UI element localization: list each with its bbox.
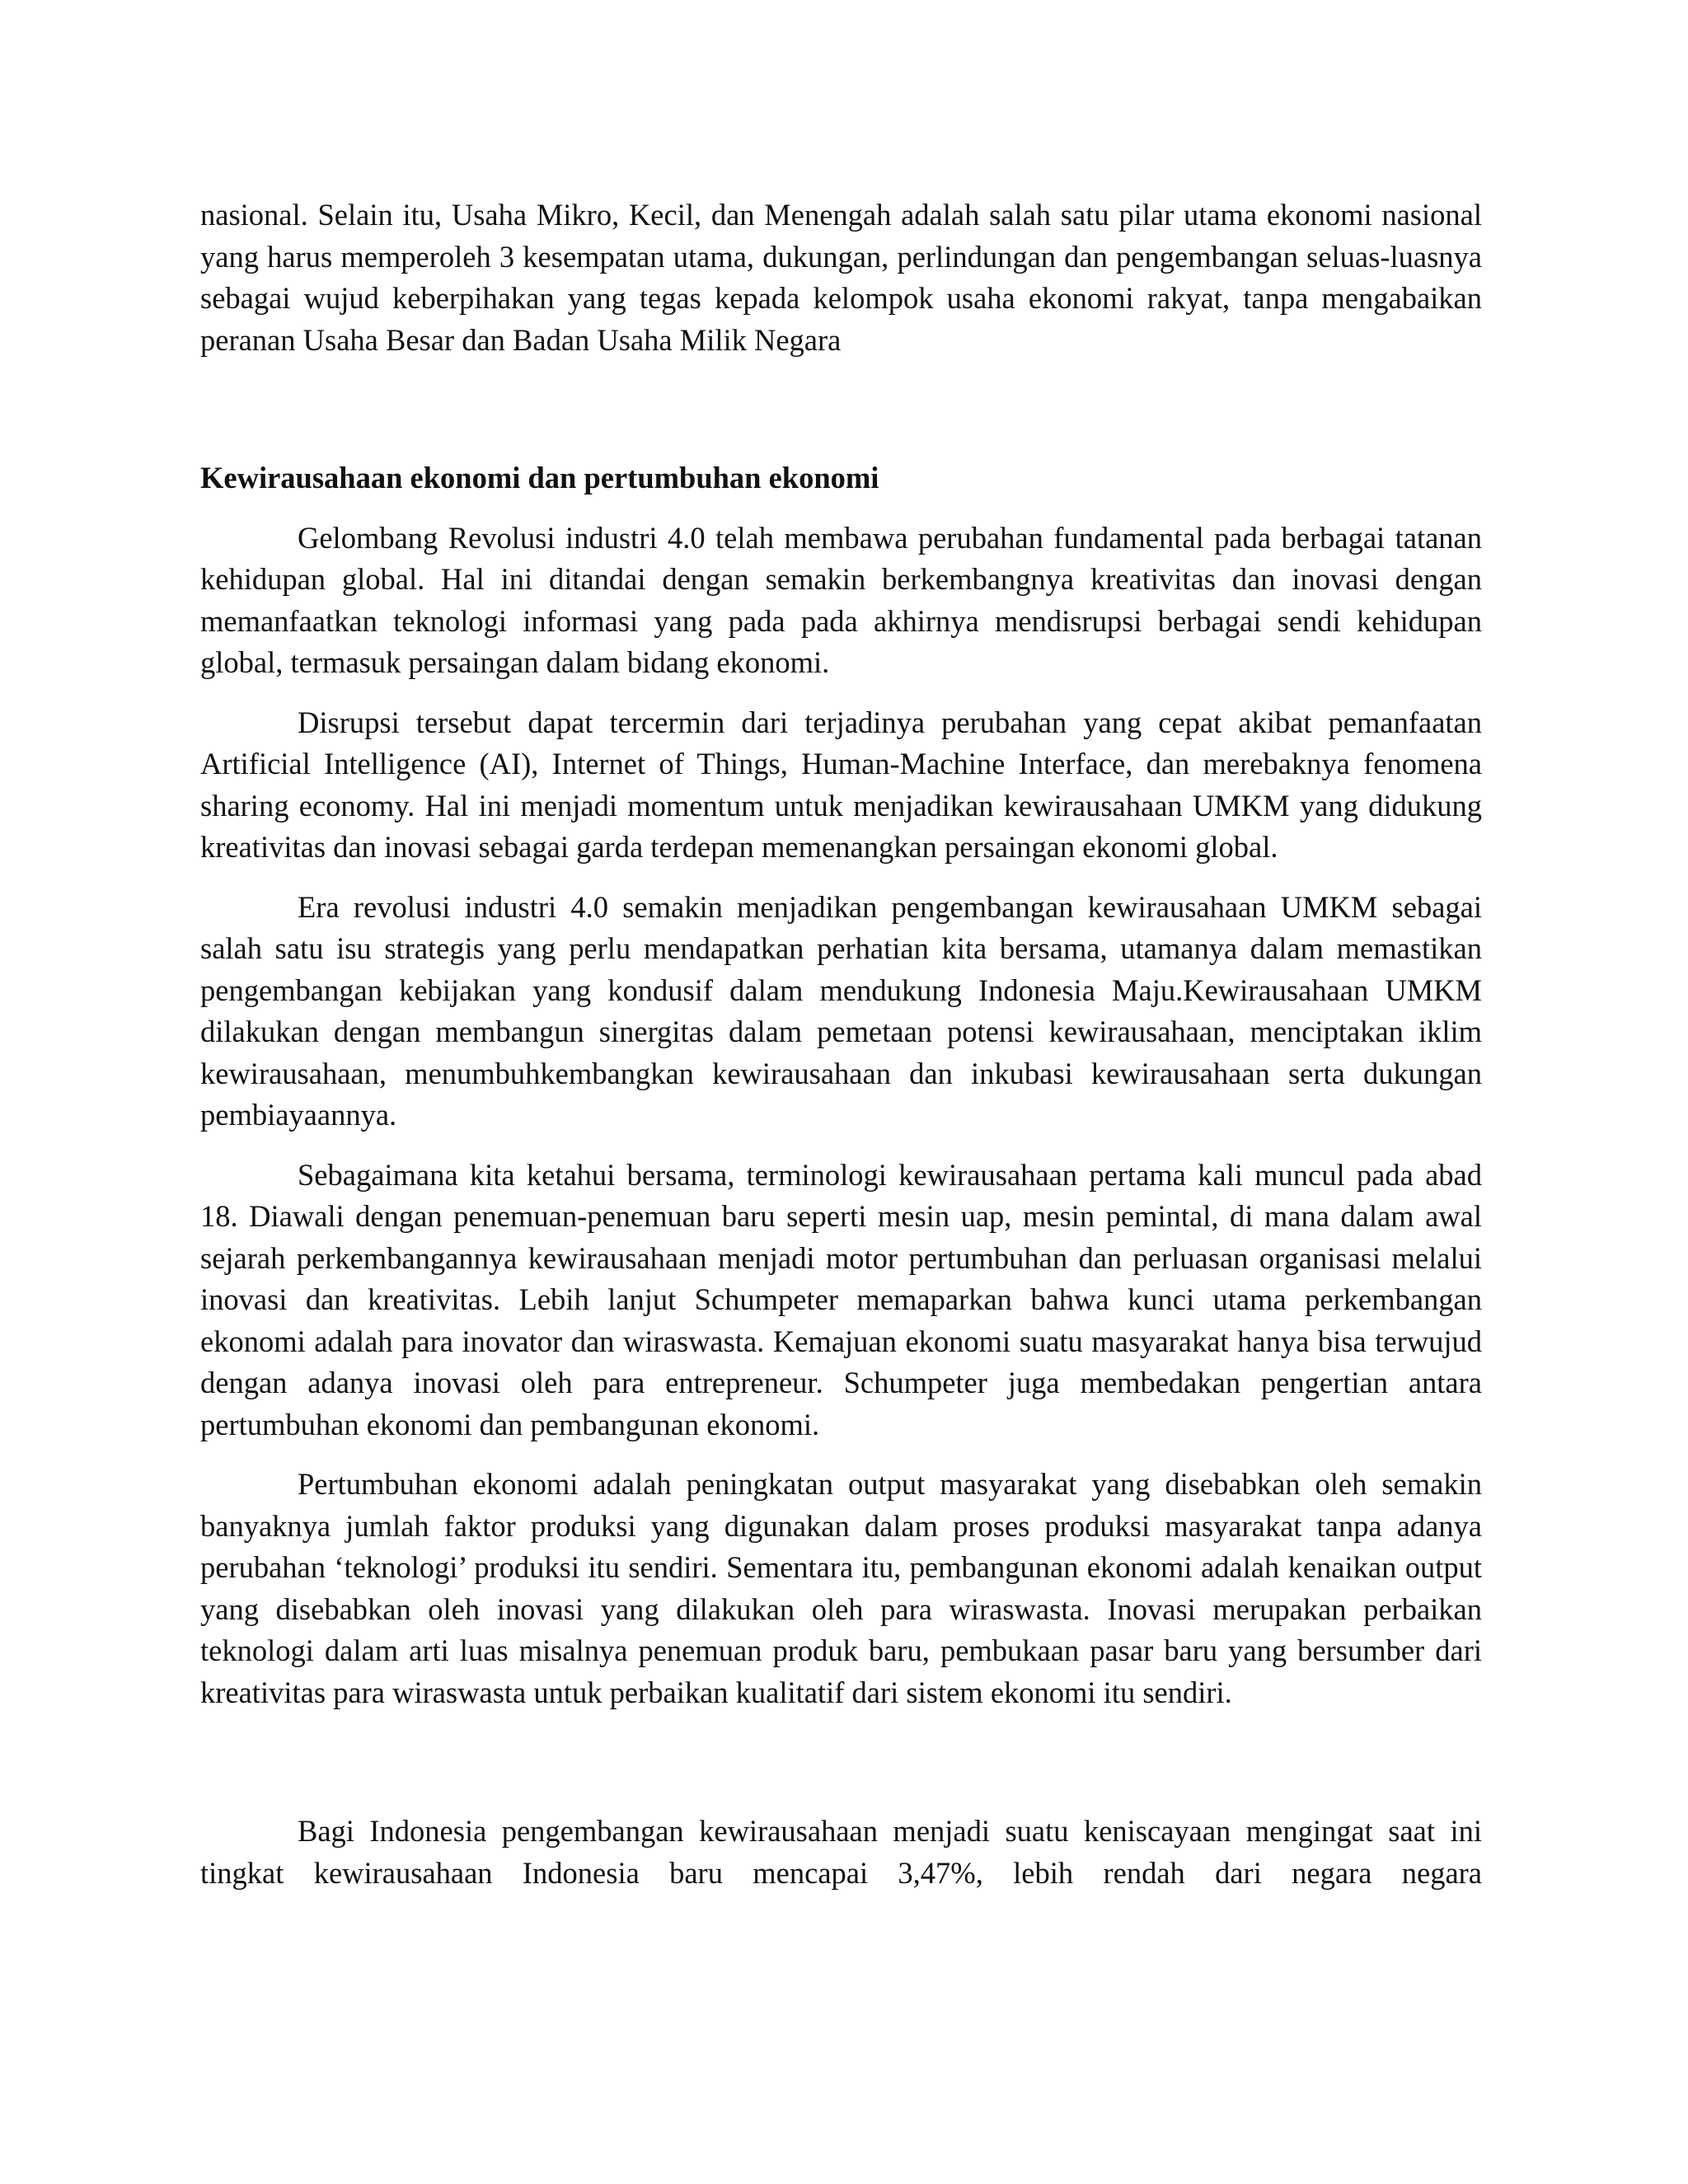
body-paragraph-4: Sebagaimana kita ketahui bersama, terminologi kewirausahaan pertama kali muncul pada abad 18. Diawali dengan penemuan-penemuan baru seperti mesin uap, mesin pemintal, di mana dalam awal sejarah perkembangannya kewirausahaan menjadi motor pertumbuhan dan perluasan organisasi melalui inovasi dan kreativitas. Lebih lanjut Schumpeter memaparkan bahwa kunci utama perkembangan ekonomi adalah para inovator dan wiraswasta. Kemajuan ekonomi suatu masyarakat hanya bisa terwujud dengan adanya inovasi oleh para entrepreneur. Schumpeter juga membedakan pengertian antara pertumbuhan ekonomi dan pembangunan ekonomi. <box>200 1157 1482 1441</box>
body-paragraph-5: Pertumbuhan ekonomi adalah peningkatan output masyarakat yang disebabkan oleh semakin banyaknya jumlah faktor produksi yang digunakan dalam proses produksi masyarakat tanpa adanya perubahan ‘teknologi’ produksi itu sendiri. Sementara itu, pembangunan ekonomi adalah kenaikan output yang disebabkan oleh inovasi yang dilakukan oleh para wiraswasta. Inovasi merupakan perbaikan teknologi dalam arti luas misalnya penemuan produk baru, pembukaan pasar baru yang bersumber dari kreativitas para wiraswasta untuk perbaikan kualitatif dari sistem ekonomi itu sendiri. <box>200 1467 1482 1709</box>
document-page <box>200 194 1482 1894</box>
section-heading: Kewirausahaan ekonomi dan pertumbuhan ekonomi <box>200 461 879 494</box>
body-paragraph-1: Gelombang Revolusi industri 4.0 telah membawa perubahan fundamental pada berbagai tatanan kehidupan global. Hal ini ditandai dengan semakin berkembangnya kreativitas dan inovasi dengan memanfaatkan teknologi informasi yang pada pada akhirnya mendisrupsi berbagai sendi kehidupan global, termasuk persaingan dalam bidang ekonomi. <box>200 520 1482 679</box>
body-paragraph-3: Era revolusi industri 4.0 semakin menjadikan pengembangan kewirausahaan UMKM sebagai salah satu isu strategis yang perlu mendapatkan perhatian kita bersama, utamanya dalam memastikan pengembangan kebijakan yang kondusif dalam mendukung Indonesia Maju.Kewirausahaan UMKM dilakukan dengan membangun sinergitas dalam pemetaan potensi kewirausahaan, menciptakan iklim kewirausahaan, menumbuhkembangkan kewirausahaan dan inkubasi kewirausahaan serta dukungan pembiayaannya. <box>200 889 1482 1132</box>
intro-paragraph: nasional. Selain itu, Usaha Mikro, Kecil, dan Menengah adalah salah satu pilar utama ekonomi nasional yang harus memperoleh 3 kesempatan utama, dukungan, perlindungan dan pengembangan seluas-luasnya sebagai wujud keberpihakan yang tegas kepada kelompok usaha ekonomi rakyat, tanpa mengabaikan peranan Usaha Besar dan Badan Usaha Milik Negara <box>200 198 1482 357</box>
body-paragraph-2: Disrupsi tersebut dapat tercermin dari terjadinya perubahan yang cepat akibat pemanfaatan Artificial Intelligence (AI), Internet of Things, Human-Machine Interface, dan merebaknya fenomena sharing economy. Hal ini menjadi momentum untuk menjadikan kewirausahaan UMKM yang didukung kreativitas dan inovasi sebagai garda terdepan memenangkan persaingan ekonomi global. <box>200 705 1482 864</box>
body-paragraph-6: Bagi Indonesia pengembangan kewirausahaan menjadi suatu keniscayaan mengingat saat ini tingkat kewirausahaan Indonesia baru mencapai 3,47%, lebih rendah dari negara negara <box>200 1814 1482 1890</box>
